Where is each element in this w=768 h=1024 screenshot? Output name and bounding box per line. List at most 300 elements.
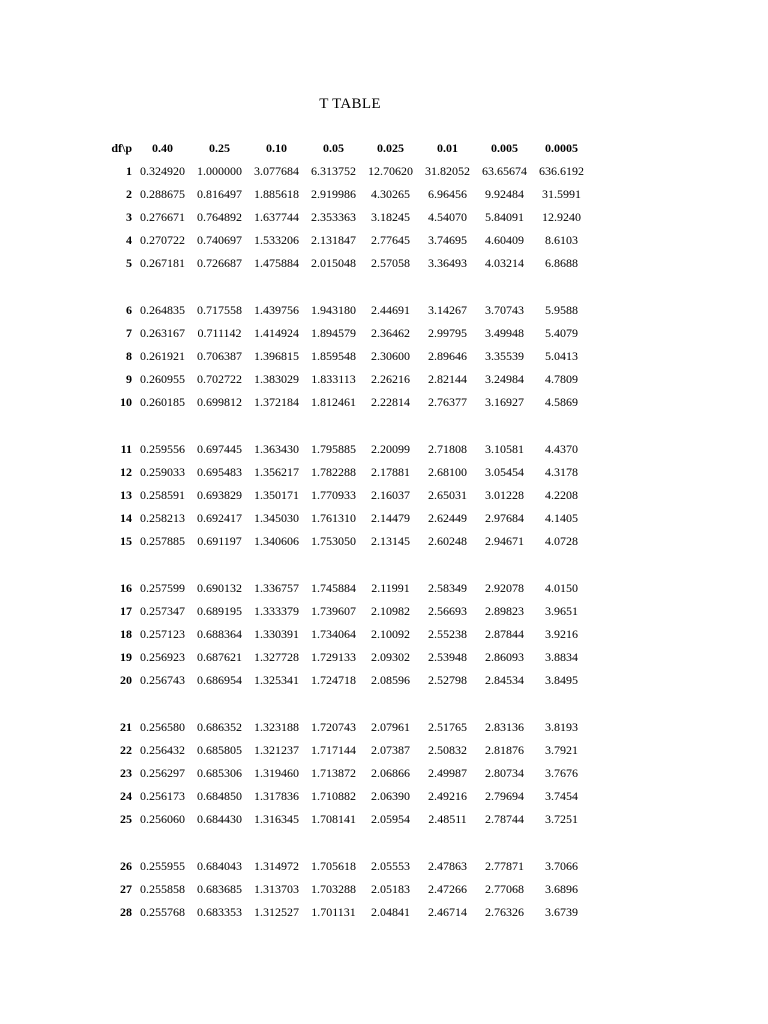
value-cell: 1.396815 [254,349,299,363]
value-cell: 3.077684 [254,164,299,178]
value-cell: 2.65031 [428,488,467,502]
value-cell: 4.2208 [545,488,578,502]
value-cell: 2.77871 [485,859,524,873]
value-cell: 6.8688 [545,256,578,270]
value-cell: 1.761310 [311,511,356,525]
value-cell: 0.267181 [140,256,185,270]
value-cell: 0.276671 [140,210,185,224]
value-cell: 1.317836 [254,789,299,803]
df-cell: 15 [120,534,132,548]
value-cell: 5.9588 [545,303,578,317]
value-cell: 1.319460 [254,766,299,780]
value-cell: 2.84534 [485,673,524,687]
value-cell: 0.685805 [197,743,242,757]
value-cell: 1.325341 [254,673,299,687]
value-cell: 2.05553 [371,859,410,873]
value-cell: 2.07961 [371,720,410,734]
table-row [100,461,590,484]
value-cell: 1.713872 [311,766,356,780]
value-cell: 2.07387 [371,743,410,757]
value-cell: 2.56693 [428,604,467,618]
value-cell: 2.58349 [428,581,467,595]
value-cell: 0.258213 [140,511,185,525]
table-row [100,252,590,275]
df-cell: 18 [120,627,132,641]
value-cell: 0.257347 [140,604,185,618]
df-cell: 21 [120,720,132,734]
value-cell: 2.60248 [428,534,467,548]
value-cell: 0.726687 [197,256,242,270]
df-cell: 10 [120,395,132,409]
value-cell: 0.697445 [197,442,242,456]
table-row [100,901,590,924]
value-cell: 2.22814 [371,395,410,409]
spacer-cell [100,414,590,438]
value-cell: 0.740697 [197,233,242,247]
value-cell: 4.1405 [545,511,578,525]
value-cell: 1.637744 [254,210,299,224]
value-cell: 0.255955 [140,859,185,873]
value-cell: 2.79694 [485,789,524,803]
value-cell: 12.9240 [542,210,581,224]
value-cell: 3.35539 [485,349,524,363]
value-cell: 4.54070 [428,210,467,224]
table-row [100,229,590,252]
value-cell: 1.943180 [311,303,356,317]
value-cell: 2.47863 [428,859,467,873]
group-spacer [100,414,590,438]
df-cell: 3 [126,210,132,224]
value-cell: 3.14267 [428,303,467,317]
group-spacer [100,692,590,716]
column-header-p: 0.005 [491,140,518,155]
value-cell: 2.30600 [371,349,410,363]
table-row [100,808,590,831]
value-cell: 8.6103 [545,233,578,247]
df-cell: 13 [120,488,132,502]
value-cell: 1.372184 [254,395,299,409]
value-cell: 2.76377 [428,395,467,409]
spacer-cell [100,275,590,299]
df-p-header: df\p [111,140,132,155]
value-cell: 1.316345 [254,812,299,826]
value-cell: 2.13145 [371,534,410,548]
table-row [100,577,590,600]
value-cell: 2.78744 [485,812,524,826]
table-row [100,739,590,762]
value-cell: 3.8495 [545,673,578,687]
value-cell: 1.701131 [311,905,356,919]
value-cell: 3.16927 [485,395,524,409]
value-cell: 2.89823 [485,604,524,618]
value-cell: 0.684043 [197,859,242,873]
table-row [100,206,590,229]
value-cell: 3.8834 [545,650,578,664]
value-cell: 1.724718 [311,673,356,687]
df-cell: 19 [120,650,132,664]
df-cell: 25 [120,812,132,826]
value-cell: 3.7921 [545,743,578,757]
value-cell: 0.764892 [197,210,242,224]
value-cell: 1.720743 [311,720,356,734]
value-cell: 5.0413 [545,349,578,363]
value-cell: 0.688364 [197,627,242,641]
column-header-p: 0.01 [437,140,458,155]
value-cell: 2.49987 [428,766,467,780]
value-cell: 0.717558 [197,303,242,317]
value-cell: 3.6896 [545,882,578,896]
value-cell: 2.09302 [371,650,410,664]
df-cell: 20 [120,673,132,687]
df-cell: 16 [120,581,132,595]
column-header-p: 0.10 [266,140,287,155]
value-cell: 2.17881 [371,465,410,479]
df-cell: 17 [120,604,132,618]
value-cell: 5.84091 [485,210,524,224]
value-cell: 2.16037 [371,488,410,502]
df-cell: 27 [120,882,132,896]
table-row [100,368,590,391]
value-cell: 2.76326 [485,905,524,919]
value-cell: 2.62449 [428,511,467,525]
value-cell: 2.82144 [428,372,467,386]
value-cell: 2.131847 [311,233,356,247]
value-cell: 0.256173 [140,789,185,803]
value-cell: 1.314972 [254,859,299,873]
table-row [100,646,590,669]
value-cell: 0.689195 [197,604,242,618]
value-cell: 12.70620 [368,164,413,178]
value-cell: 4.60409 [485,233,524,247]
header-row [100,136,590,160]
value-cell: 3.6739 [545,905,578,919]
value-cell: 0.264835 [140,303,185,317]
table-row [100,484,590,507]
value-cell: 2.51765 [428,720,467,734]
value-cell: 0.288675 [140,187,185,201]
value-cell: 2.77645 [371,233,410,247]
value-cell: 0.691197 [197,534,242,548]
value-cell: 9.92484 [485,187,524,201]
value-cell: 0.260955 [140,372,185,386]
table-row [100,855,590,878]
df-cell: 26 [120,859,132,873]
value-cell: 1.000000 [197,164,242,178]
value-cell: 0.692417 [197,511,242,525]
value-cell: 2.86093 [485,650,524,664]
value-cell: 2.46714 [428,905,467,919]
value-cell: 0.683353 [197,905,242,919]
value-cell: 3.24984 [485,372,524,386]
value-cell: 3.7251 [545,812,578,826]
value-cell: 3.36493 [428,256,467,270]
table-row [100,322,590,345]
df-cell: 22 [120,743,132,757]
value-cell: 1.734064 [311,627,356,641]
table-header [100,136,590,160]
value-cell: 1.383029 [254,372,299,386]
value-cell: 1.340606 [254,534,299,548]
value-cell: 2.05954 [371,812,410,826]
value-cell: 1.833113 [311,372,356,386]
value-cell: 2.48511 [428,812,467,826]
table-row [100,299,590,322]
value-cell: 3.18245 [371,210,410,224]
table-row [100,160,590,183]
value-cell: 1.439756 [254,303,299,317]
value-cell: 1.321237 [254,743,299,757]
value-cell: 0.699812 [197,395,242,409]
value-cell: 3.8193 [545,720,578,734]
value-cell: 31.5991 [542,187,581,201]
value-cell: 3.7066 [545,859,578,873]
value-cell: 0.256743 [140,673,185,687]
value-cell: 0.816497 [197,187,242,201]
df-cell: 14 [120,511,132,525]
value-cell: 1.330391 [254,627,299,641]
value-cell: 4.0728 [545,534,578,548]
group-spacer [100,553,590,577]
table-row [100,623,590,646]
value-cell: 1.812461 [311,395,356,409]
value-cell: 0.257599 [140,581,185,595]
value-cell: 2.89646 [428,349,467,363]
value-cell: 3.01228 [485,488,524,502]
value-cell: 2.015048 [311,256,356,270]
column-header-p: 0.40 [152,140,173,155]
df-cell: 6 [126,303,132,317]
column-header-p: 0.25 [209,140,230,155]
value-cell: 0.687621 [197,650,242,664]
value-cell: 3.7676 [545,766,578,780]
value-cell: 2.36462 [371,326,410,340]
table-row [100,345,590,368]
table-row [100,600,590,623]
value-cell: 0.256580 [140,720,185,734]
spacer-cell [100,831,590,855]
value-cell: 1.313703 [254,882,299,896]
value-cell: 1.705618 [311,859,356,873]
value-cell: 1.745884 [311,581,356,595]
value-cell: 1.729133 [311,650,356,664]
value-cell: 63.65674 [482,164,527,178]
value-cell: 4.5869 [545,395,578,409]
value-cell: 0.683685 [197,882,242,896]
value-cell: 2.353363 [311,210,356,224]
value-cell: 2.26216 [371,372,410,386]
value-cell: 0.259556 [140,442,185,456]
value-cell: 3.7454 [545,789,578,803]
value-cell: 2.99795 [428,326,467,340]
value-cell: 0.685306 [197,766,242,780]
value-cell: 3.05454 [485,465,524,479]
value-cell: 1.753050 [311,534,356,548]
value-cell: 0.706387 [197,349,242,363]
spacer-cell [100,692,590,716]
value-cell: 0.686352 [197,720,242,734]
df-cell: 24 [120,789,132,803]
value-cell: 1.356217 [254,465,299,479]
value-cell: 2.71808 [428,442,467,456]
value-cell: 0.690132 [197,581,242,595]
t-distribution-table [100,136,590,924]
table-row [100,785,590,808]
value-cell: 2.47266 [428,882,467,896]
value-cell: 2.04841 [371,905,410,919]
value-cell: 1.414924 [254,326,299,340]
value-cell: 2.50832 [428,743,467,757]
value-cell: 0.684850 [197,789,242,803]
value-cell: 1.350171 [254,488,299,502]
value-cell: 2.55238 [428,627,467,641]
value-cell: 0.256432 [140,743,185,757]
value-cell: 2.14479 [371,511,410,525]
value-cell: 3.9651 [545,604,578,618]
value-cell: 1.533206 [254,233,299,247]
value-cell: 1.327728 [254,650,299,664]
df-cell: 12 [120,465,132,479]
df-cell: 5 [126,256,132,270]
table-row [100,530,590,553]
table-row [100,669,590,692]
value-cell: 1.708141 [311,812,356,826]
value-cell: 0.255768 [140,905,185,919]
value-cell: 0.693829 [197,488,242,502]
value-cell: 2.06390 [371,789,410,803]
value-cell: 3.70743 [485,303,524,317]
value-cell: 3.49948 [485,326,524,340]
df-cell: 11 [120,442,132,456]
value-cell: 1.859548 [311,349,356,363]
value-cell: 4.7809 [545,372,578,386]
value-cell: 1.770933 [311,488,356,502]
value-cell: 3.10581 [485,442,524,456]
df-cell: 23 [120,766,132,780]
table-row [100,507,590,530]
table-row [100,391,590,414]
value-cell: 1.885618 [254,187,299,201]
df-cell: 9 [126,372,132,386]
value-cell: 2.11991 [371,581,410,595]
value-cell: 6.313752 [311,164,356,178]
value-cell: 2.81876 [485,743,524,757]
value-cell: 2.92078 [485,581,524,595]
value-cell: 1.717144 [311,743,356,757]
value-cell: 4.03214 [485,256,524,270]
value-cell: 2.44691 [371,303,410,317]
value-cell: 2.08596 [371,673,410,687]
value-cell: 1.336757 [254,581,299,595]
value-cell: 0.256297 [140,766,185,780]
value-cell: 1.363430 [254,442,299,456]
value-cell: 4.4370 [545,442,578,456]
value-cell: 1.475884 [254,256,299,270]
value-cell: 2.57058 [371,256,410,270]
value-cell: 0.256923 [140,650,185,664]
value-cell: 1.312527 [254,905,299,919]
table-body [100,160,590,924]
value-cell: 2.53948 [428,650,467,664]
df-cell: 7 [126,326,132,340]
column-header-p: 0.05 [323,140,344,155]
value-cell: 1.739607 [311,604,356,618]
table-row [100,878,590,901]
value-cell: 6.96456 [428,187,467,201]
value-cell: 1.345030 [254,511,299,525]
value-cell: 2.77068 [485,882,524,896]
value-cell: 0.695483 [197,465,242,479]
value-cell: 1.710882 [311,789,356,803]
df-cell: 1 [126,164,132,178]
value-cell: 2.10092 [371,627,410,641]
value-cell: 31.82052 [425,164,470,178]
value-cell: 2.06866 [371,766,410,780]
value-cell: 0.324920 [140,164,185,178]
value-cell: 2.97684 [485,511,524,525]
value-cell: 3.74695 [428,233,467,247]
value-cell: 2.919986 [311,187,356,201]
value-cell: 0.260185 [140,395,185,409]
value-cell: 0.270722 [140,233,185,247]
df-cell: 2 [126,187,132,201]
value-cell: 0.702722 [197,372,242,386]
df-cell: 4 [126,233,132,247]
value-cell: 3.9216 [545,627,578,641]
value-cell: 2.49216 [428,789,467,803]
table-row [100,438,590,461]
value-cell: 0.263167 [140,326,185,340]
group-spacer [100,831,590,855]
group-spacer [100,275,590,299]
value-cell: 0.257885 [140,534,185,548]
table-row [100,716,590,739]
value-cell: 1.703288 [311,882,356,896]
value-cell: 1.782288 [311,465,356,479]
value-cell: 5.4079 [545,326,578,340]
value-cell: 0.686954 [197,673,242,687]
value-cell: 2.80734 [485,766,524,780]
value-cell: 1.323188 [254,720,299,734]
value-cell: 2.68100 [428,465,467,479]
value-cell: 0.257123 [140,627,185,641]
value-cell: 2.87844 [485,627,524,641]
column-header-p: 0.0005 [545,140,578,155]
value-cell: 4.0150 [545,581,578,595]
value-cell: 2.52798 [428,673,467,687]
value-cell: 1.795885 [311,442,356,456]
value-cell: 0.261921 [140,349,185,363]
value-cell: 0.711142 [197,326,242,340]
value-cell: 2.10982 [371,604,410,618]
df-cell: 8 [126,349,132,363]
value-cell: 2.94671 [485,534,524,548]
column-header-p: 0.025 [377,140,404,155]
table-row [100,183,590,206]
value-cell: 4.3178 [545,465,578,479]
value-cell: 2.20099 [371,442,410,456]
value-cell: 0.259033 [140,465,185,479]
value-cell: 1.333379 [254,604,299,618]
value-cell: 0.255858 [140,882,185,896]
value-cell: 0.256060 [140,812,185,826]
value-cell: 636.6192 [539,164,584,178]
df-cell: 28 [120,905,132,919]
page-title: T TABLE [319,96,381,112]
value-cell: 2.05183 [371,882,410,896]
value-cell: 4.30265 [371,187,410,201]
value-cell: 1.894579 [311,326,356,340]
value-cell: 0.684430 [197,812,242,826]
